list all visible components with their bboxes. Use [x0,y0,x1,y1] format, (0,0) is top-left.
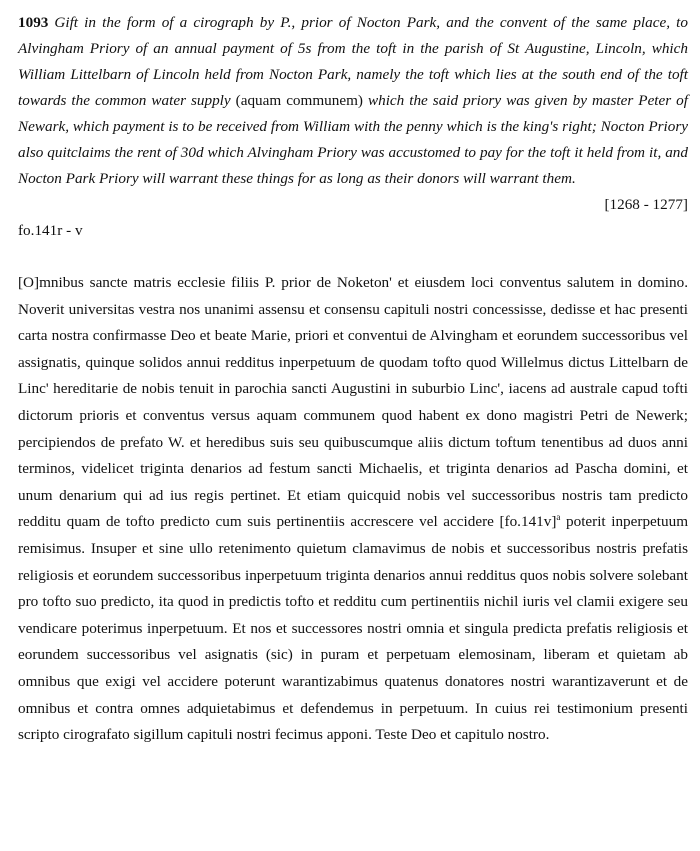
charter-text-part-1: [O]mnibus sancte matris ecclesie filiis P. prior de Noketon' et eiusdem loci conventus salutem in domino. Noverit universitas vestra nos unanimi assensu et consensu capituli nostri concessisse, dedisse et hac presenti carta nostra confirmasse Deo et beate Marie, priori et conventui de Alvingham et eorundem successoribus vel assignatis, quinque solidos annui redditus inperpetuum de quodam tofto quod Willelmus dictus Littelbarn de Linc' hereditarie de nobis tenuit in parochia sancti Augustini in suburbio Linc', iacens ad australe capud tofti dictorum prioris et conventus versus aquam communem quod habent ex dono magistri Petri de Newerk; percipiendos de prefato W. et heredibus suis seu quibuscumque aliis dictum toftum tenentibus ad duos anni terminos, videlicet triginta denarios ad festum sancti Michaelis, et triginta denarios ad Pascha domini, et unum denarium qui ad ius regis pertinet. Et etiam quicquid nobis vel successoribus nostris tam predicto redditu quam de tofto predicto cum suis pertinentiis accrescere vel accidere [fo.141v] [18,274,688,531]
charter-text-part-2: poterit inperpetuum remisimus. Insuper et sine ullo retenimento quietum clamavimus de nobis et successoribus nostris prefatis religiosis et eorundem successoribus inperpetuum triginta denarios annui redditus quos nobis solvere solebant pro tofto suo predicto, ita quod in predictis tofto et redditu cum pertinentiis nichil iuris vel clamii exigere seu vendicare poterimus inperpetuum. Et nos et successores nostri omnia et singula predicta prefatis religiosis et eorundem successoribus vel asignatis (sic) in puram et perpetuam elemosinam, liberam et quietam ab omnibus que exigi vel accidere poterunt warantizabimus quatenus donatores nostri warantizaverunt et de omnibus et contra omnes adquietabimus et defendemus in perpetuum. In cuius rei testimonium presenti scripto cirografato sigillum capituli nostri fecimus apponi. Teste Deo et capitulo nostro. [18,513,689,744]
entry-abstract [18,10,688,218]
folio-reference: fo.141r - v [18,222,83,239]
document-page [18,10,688,749]
abstract-text: Gift in the form of a cirograph by P., prior of Nocton Park, and the convent of the same place, to Alvingham Priory of an annual payment of 5s from the toft in the parish of St Augustine, Lincoln, which William Littelbarn of Lincoln held from Nocton Park, namely the toft which lies at the south end of the toft towards the common water supply [18,14,688,109]
entry-date [18,192,688,218]
entry-number: 1093 [18,14,49,31]
charter-text [18,270,688,749]
entry-date-label: [1268 - 1277] [604,196,688,213]
abstract-latin-phrase: (aquam communem) [235,92,363,109]
footnote-marker: a [556,512,561,523]
abstract-text-continued: which the said priory was given by master Peter of Newark, which payment is to be received from William with the penny which is the king's right; Nocton Priory also quitclaims the rent of 30d which Alvingham Priory was accustomed to pay for the toft it held from it, and Nocton Park Priory will warrant these things for as long as their donors will warrant them. [18,92,688,187]
